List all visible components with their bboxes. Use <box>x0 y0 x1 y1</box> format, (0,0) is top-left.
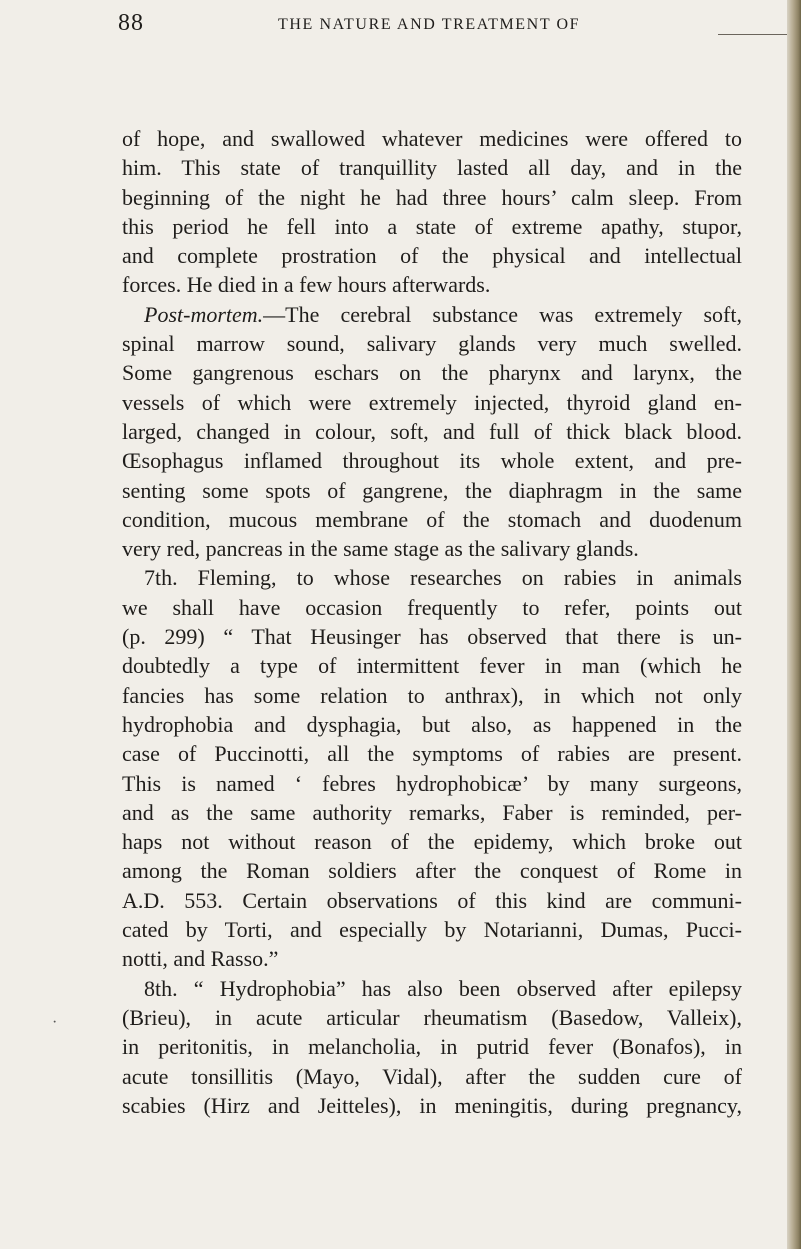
line-text: spinal marrow sound, salivary glands very much swelled. <box>122 331 742 357</box>
text-line <box>122 241 742 270</box>
text-line <box>122 944 742 973</box>
text-line <box>122 593 742 622</box>
running-head <box>118 6 718 46</box>
text-line <box>122 739 742 768</box>
line-text: we shall have occasion frequently to refer, points out <box>122 594 742 620</box>
header-title: THE NATURE AND TREATMENT OF <box>278 16 581 33</box>
line-text: scabies (Hirz and Jeitteles), in meningitis, during pregnancy, <box>122 1092 742 1118</box>
text-line <box>122 183 742 212</box>
line-text: very red, pancreas in the same stage as the salivary glands. <box>122 536 639 562</box>
line-text: and as the same authority remarks, Faber is reminded, per- <box>122 799 742 825</box>
line-text: among the Roman soldiers after the conquest of Rome in <box>122 858 742 884</box>
line-text: in peritonitis, in melancholia, in putrid fever (Bonafos), in <box>122 1034 742 1060</box>
line-text: 8th. “ Hydrophobia” has also been observed after epilepsy <box>144 975 742 1001</box>
text-line <box>122 476 742 505</box>
line-text: Œsophagus inflamed throughout its whole extent, and pre- <box>122 448 742 474</box>
text-line <box>122 563 742 592</box>
line-text: (p. 299) “ That Heusinger has observed that there is un- <box>122 624 742 650</box>
line-text: senting some spots of gangrene, the diaphragm in the same <box>122 477 742 503</box>
text-line <box>122 417 742 446</box>
text-line <box>122 769 742 798</box>
text-line <box>122 212 742 241</box>
text-line <box>122 681 742 710</box>
body-text <box>122 124 742 1120</box>
line-text: forces. He died in a few hours afterwards. <box>122 272 491 298</box>
text-line <box>122 124 742 153</box>
line-text: vessels of which were extremely injected, thyroid gland en- <box>122 389 742 415</box>
line-text: This is named ‘ febres hydrophobicæ’ by many surgeons, <box>122 770 742 796</box>
line-text: A.D. 553. Certain observations of this kind are communi- <box>122 887 742 913</box>
text-line <box>122 358 742 387</box>
line-text: condition, mucous membrane of the stomach and duodenum <box>122 506 742 532</box>
line-text: doubtedly a type of intermittent fever in man (which he <box>122 653 742 679</box>
text-line <box>122 270 742 299</box>
line-text: notti, and Rasso.” <box>122 946 279 972</box>
text-line <box>122 827 742 856</box>
text-line <box>122 710 742 739</box>
text-line <box>122 798 742 827</box>
text-line <box>122 505 742 534</box>
line-text: and complete prostration of the physical and intellectual <box>122 243 742 269</box>
line-text: (Brieu), in acute articular rheumatism (Basedow, Valleix), <box>122 1004 742 1030</box>
line-text: case of Puccinotti, all the symptoms of rabies are present. <box>122 741 742 767</box>
text-line <box>122 1032 742 1061</box>
text-line <box>122 1003 742 1032</box>
line-text: this period he fell into a state of extreme apathy, stupor, <box>122 213 742 239</box>
text-line <box>122 388 742 417</box>
margin-mark: · <box>52 1014 58 1031</box>
line-text: —The cerebral substance was extremely soft, <box>263 301 742 327</box>
line-text: of hope, and swallowed whatever medicines were offered to <box>122 126 742 151</box>
line-text: larged, changed in colour, soft, and full of thick black blood. <box>122 418 742 444</box>
text-line <box>122 329 742 358</box>
section-label: Post-mortem. <box>144 301 264 327</box>
text-line <box>122 300 742 329</box>
page-number: 88 <box>118 10 144 36</box>
text-line <box>122 651 742 680</box>
line-text: fancies has some relation to anthrax), in which not only <box>122 682 742 708</box>
line-text: cated by Torti, and especially by Notarianni, Dumas, Pucci- <box>122 917 742 943</box>
text-line <box>122 974 742 1003</box>
line-text: beginning of the night he had three hours’ calm sleep. From <box>122 184 742 210</box>
page-edge-strip <box>787 0 801 1249</box>
text-line <box>122 622 742 651</box>
text-line <box>122 856 742 885</box>
text-line <box>122 1062 742 1091</box>
text-line <box>122 534 742 563</box>
text-line <box>122 915 742 944</box>
text-line <box>122 153 742 182</box>
text-line <box>122 1091 742 1120</box>
line-text: hydrophobia and dysphagia, but also, as happened in the <box>122 711 742 737</box>
line-text: Some gangrenous eschars on the pharynx and larynx, the <box>122 360 742 386</box>
line-text: 7th. Fleming, to whose researches on rabies in animals <box>144 565 742 591</box>
line-text: acute tonsillitis (Mayo, Vidal), after the sudden cure of <box>122 1063 742 1089</box>
line-text: him. This state of tranquillity lasted all day, and in the <box>122 155 742 181</box>
text-line <box>122 446 742 475</box>
line-text: haps not without reason of the epidemy, which broke out <box>122 829 742 855</box>
text-line <box>122 886 742 915</box>
